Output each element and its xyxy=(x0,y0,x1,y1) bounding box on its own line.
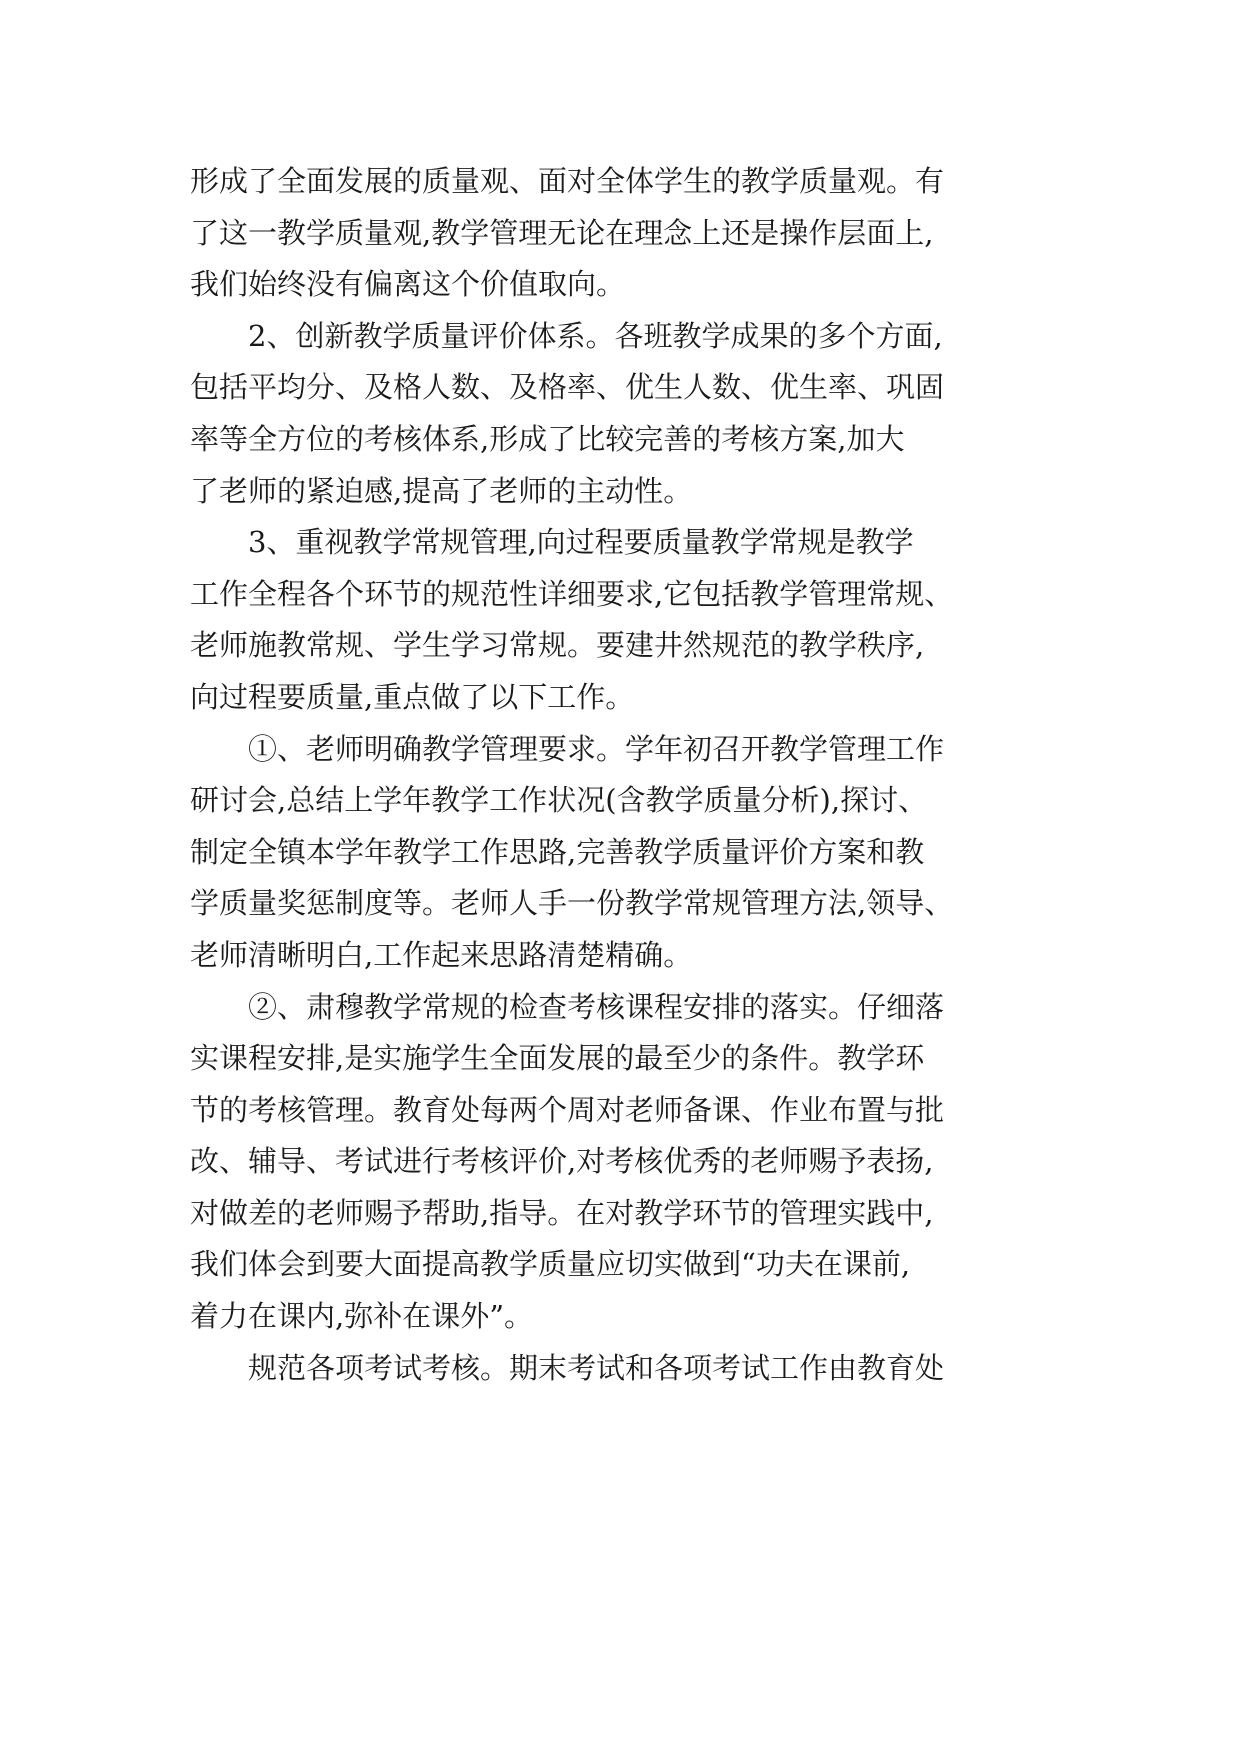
text-line: 老师施教常规、学生学习常规。要建井然规范的教学秩序, xyxy=(190,628,925,663)
text-line: 着力在课内,弥补在课外”。 xyxy=(190,1299,534,1334)
paragraph-evaluation-system xyxy=(190,311,1050,517)
text-line: 率等全方位的考核体系,形成了比较完善的考核方案,加大 xyxy=(190,421,905,456)
paragraph-management-requirements xyxy=(190,724,1050,982)
text-line: 3、重视教学常规管理,向过程要质量教学常规是教学 xyxy=(248,525,914,560)
document-body xyxy=(190,156,1050,1394)
text-line: 学质量奖惩制度等。老师人手一份教学常规管理方法,领导、 xyxy=(190,886,954,921)
text-line: 了老师的紧迫感,提高了老师的主动性。 xyxy=(190,473,693,508)
text-line: ②、肃穆教学常规的检查考核课程安排的落实。仔细落 xyxy=(248,989,945,1024)
text-line: 研讨会,总结上学年教学工作状况(含教学质量分析),探讨、 xyxy=(190,783,928,818)
paragraph-routine-inspection xyxy=(190,982,1050,1343)
text-line: 规范各项考试考核。期末考试和各项考试工作由教育处 xyxy=(248,1350,945,1385)
text-line: 了这一教学质量观,教学管理无论在理念上还是操作层面上, xyxy=(190,215,934,250)
text-line: 节的考核管理。教育处每两个周对老师备课、作业布置与批 xyxy=(190,1092,945,1127)
text-line: 工作全程各个环节的规范性详细要求,它包括教学管理常规、 xyxy=(190,576,954,611)
text-line: 我们体会到要大面提高教学质量应切实做到“功夫在课前, xyxy=(190,1247,911,1282)
text-line: 改、辅导、考试进行考核评价,对考核优秀的老师赐予表扬, xyxy=(190,1144,934,1179)
text-line: 2、创新教学质量评价体系。各班教学成果的多个方面, xyxy=(248,318,943,353)
text-line: 对做差的老师赐予帮助,指导。在对教学环节的管理实践中, xyxy=(190,1195,934,1230)
text-line: 包括平均分、及格人数、及格率、优生人数、优生率、巩固 xyxy=(190,370,945,405)
text-line: 制定全镇本学年教学工作思路,完善教学质量评价方案和教 xyxy=(190,834,925,869)
text-line: 实课程安排,是实施学生全面发展的最至少的条件。教学环 xyxy=(190,1041,925,1076)
paragraph-routine-management xyxy=(190,517,1050,723)
text-line: 我们始终没有偏离这个价值取向。 xyxy=(190,267,626,302)
text-line: 形成了全面发展的质量观、面对全体学生的教学质量观。有 xyxy=(190,164,945,198)
text-line: ①、老师明确教学管理要求。学年初召开教学管理工作 xyxy=(248,731,945,766)
paragraph-exam-standards xyxy=(190,1343,1050,1395)
paragraph-quality-view xyxy=(190,156,1050,311)
text-line: 向过程要质量,重点做了以下工作。 xyxy=(190,679,635,714)
text-line: 老师清晰明白,工作起来思路清楚精确。 xyxy=(190,937,693,972)
